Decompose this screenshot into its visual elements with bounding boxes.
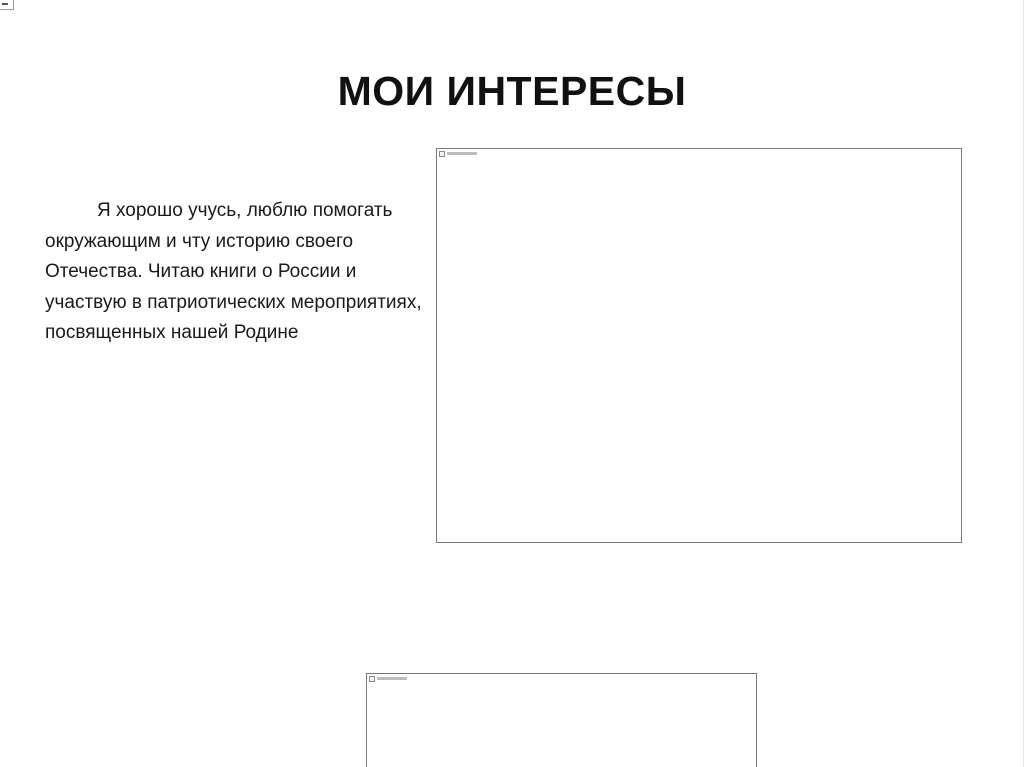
broken-image-icon	[369, 676, 375, 682]
image-placeholder-secondary	[366, 673, 757, 767]
image-alt-text-line	[447, 152, 477, 155]
image-placeholder-main	[436, 148, 962, 543]
corner-image-icon	[0, 0, 14, 10]
image-alt-text-line	[377, 677, 407, 680]
broken-image-icon	[439, 151, 445, 157]
interests-paragraph: Я хорошо учусь, люблю помогать окружающим и чту историю своего Отечества. Читаю книги о России и участвую в патриотических мероприятиях, посвященных нашей Родине	[45, 200, 422, 343]
slide-title: МОИ ИНТЕРЕСЫ	[337, 68, 687, 114]
